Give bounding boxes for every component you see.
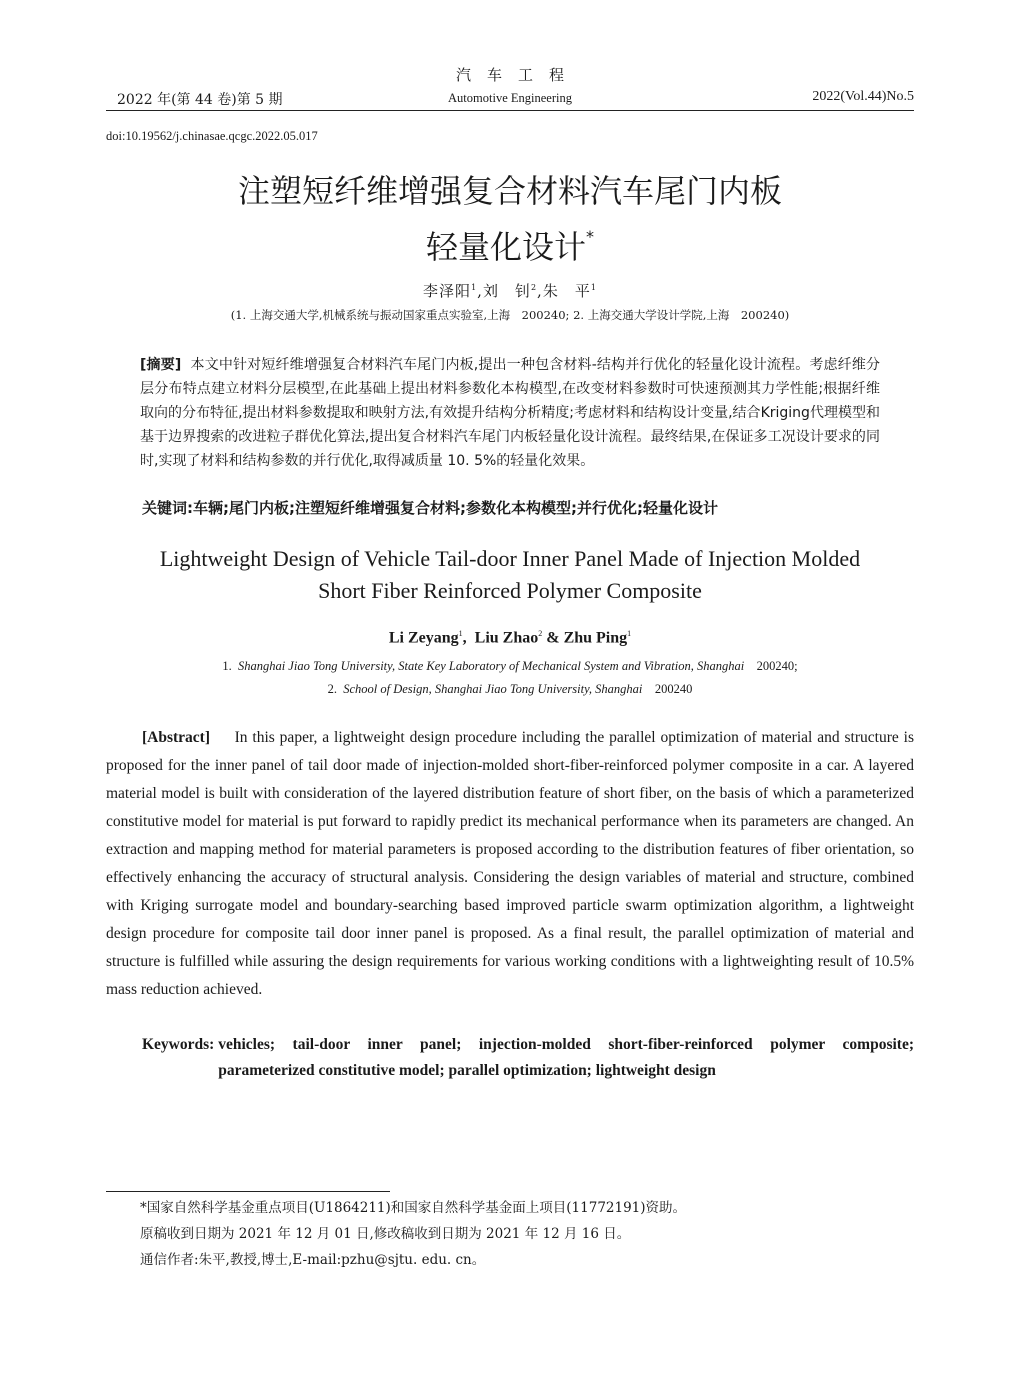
- author-cn-name: 刘 钊: [482, 282, 531, 300]
- affiliation-en-2-text: School of Design, Shanghai Jiao Tong University, Shanghai: [343, 682, 643, 696]
- header-divider: [106, 110, 914, 111]
- issue-info-en: 2022(Vol.44)No.5: [812, 89, 914, 104]
- affiliations-cn: (1. 上海交通大学,机械系统与振动国家重点实验室,上海 200240; 2. 上海交通大学设计学院,上海 200240): [230, 308, 790, 322]
- keywords-en-text: vehicles; tail-door inner panel; injection-molded short-fiber-reinforced polymer composite; parameterized constitutive model; parallel optimization; lightweight design: [218, 1036, 914, 1079]
- title-en: [0, 543, 1020, 607]
- abstract-en-label: [Abstract]: [142, 729, 211, 746]
- author-en-name: Liu Zhao: [474, 629, 539, 647]
- footnote-contact: 通信作者:朱平,教授,博士,E-mail:pzhu@sjtu. edu. cn。: [140, 1252, 486, 1268]
- author-cn-sup: 2: [530, 283, 538, 292]
- abstract-cn: [140, 353, 880, 473]
- affiliation-en-2-code: 200240: [654, 682, 693, 696]
- keywords-en-label: Keywords:: [142, 1036, 215, 1053]
- author-en-sup: 1: [627, 629, 632, 638]
- author-en-name: Zhu Ping: [563, 629, 628, 647]
- affiliations-en: [0, 655, 1020, 701]
- author-en-sup: 1: [458, 629, 463, 638]
- affiliation-en-2-num: 2.: [327, 682, 337, 696]
- footnotes: [140, 1195, 900, 1273]
- title-cn-line2-text: 轻量化设计: [425, 228, 586, 266]
- issue-info-cn: 2022 年(第 44 卷)第 5 期: [117, 92, 283, 108]
- keywords-en: [142, 1032, 914, 1084]
- affiliation-en-1: [0, 655, 1020, 678]
- author-cn-sup: 1: [590, 283, 597, 292]
- footnote-funding: *国家自然科学基金重点项目(U1864211)和国家自然科学基金面上项目(11772191)资助。: [140, 1200, 687, 1216]
- affiliation-en-1-num: 1.: [222, 659, 232, 673]
- abstract-cn-label: [摘要]: [140, 357, 182, 373]
- author-en-name: Li Zeyang: [388, 629, 459, 647]
- title-en-line1: Lightweight Design of Vehicle Tail-door Inner Panel Made of Injection Molded: [159, 546, 861, 571]
- journal-name-en: Automotive Engineering: [448, 91, 572, 105]
- author-cn-sup: 1: [471, 283, 478, 292]
- funding-mark: *: [586, 227, 594, 246]
- authors-en: Li Zeyang$^1$, Liu Zhao$^2$ & Zhu Ping$^1$: [388, 629, 632, 647]
- footnote-received: 原稿收到日期为 2021 年 12 月 01 日,修改稿收到日期为 2021 年 12 月 16 日。: [140, 1226, 631, 1242]
- authors-cn: 李泽阳$^1$,刘 钊$^2$,朱 平$^1$: [423, 282, 597, 300]
- title-cn: [0, 168, 1020, 270]
- abstract-en-text: In this paper, a lightweight design procedure including the parallel optimization of material and structure is proposed for the inner panel of tail door made of injection-molded short-fiber-reinforced polymer composite in a car. A layered material model is built with consideration of the layered distribution feature of short fiber, on the basis of which a parameterized constitutive model for material is put forward to rapidly predict its mechanical performance when its parameters are changed. An extraction and mapping method for material parameters is proposed according to the distribution features of fiber orientation, so effectively enhancing the accuracy of structural analysis. Considering the design variables of material and structure, combined with Kriging surrogate model and boundary-searching based improved particle swarm optimization algorithm, a lightweight design procedure for composite tail door inner panel is proposed. As a final result, the parallel optimization of material and structure is fulfilled while assuring the design requirements for various working conditions with a lightweighting result of 10.5% mass reduction achieved.: [106, 729, 914, 998]
- keywords-cn: 关键词:车辆;尾门内板;注塑短纤维增强复合材料;参数化本构模型;并行优化;轻量化设计: [142, 499, 718, 517]
- author-cn-name: 李泽阳: [423, 282, 472, 300]
- title-cn-line1: 注塑短纤维增强复合材料汽车尾门内板: [237, 172, 782, 210]
- author-en-sup: 2: [538, 629, 543, 638]
- abstract-cn-text: 本文中针对短纤维增强复合材料汽车尾门内板,提出一种包含材料-结构并行优化的轻量化设计流程。考虑纤维分层分布特点建立材料分层模型,在此基础上提出材料参数化本构模型,在改变材料参数时可快速预测其力学性能;根据纤维取向的分布特征,提出材料参数提取和映射方法,有效提升结构分析精度;考虑材料和结构设计变量,结合Kriging代理模型和基于边界搜索的改进粒子群优化算法,提出复合材料汽车尾门内板轻量化设计流程。最终结果,在保证多工况设计要求的同时,实现了材料和结构参数的并行优化,取得减质量 10. 5%的轻量化效果。: [140, 357, 881, 469]
- journal-name-cn: 汽车工程: [455, 66, 580, 84]
- affiliation-en-1-text: Shanghai Jiao Tong University, State Key Laboratory of Mechanical System and Vibration, Shanghai: [237, 659, 745, 673]
- doi: doi:10.19562/j.chinasae.qcgc.2022.05.017: [106, 129, 318, 143]
- affiliation-en-2: [0, 678, 1020, 701]
- title-en-line2: Short Fiber Reinforced Polymer Composite: [318, 578, 702, 603]
- author-cn-name: 朱 平: [542, 282, 591, 300]
- title-cn-line2: [0, 214, 1020, 270]
- affiliation-en-1-code: 200240;: [756, 659, 798, 673]
- footnote-divider: [106, 1191, 390, 1192]
- abstract-en: [106, 724, 914, 1004]
